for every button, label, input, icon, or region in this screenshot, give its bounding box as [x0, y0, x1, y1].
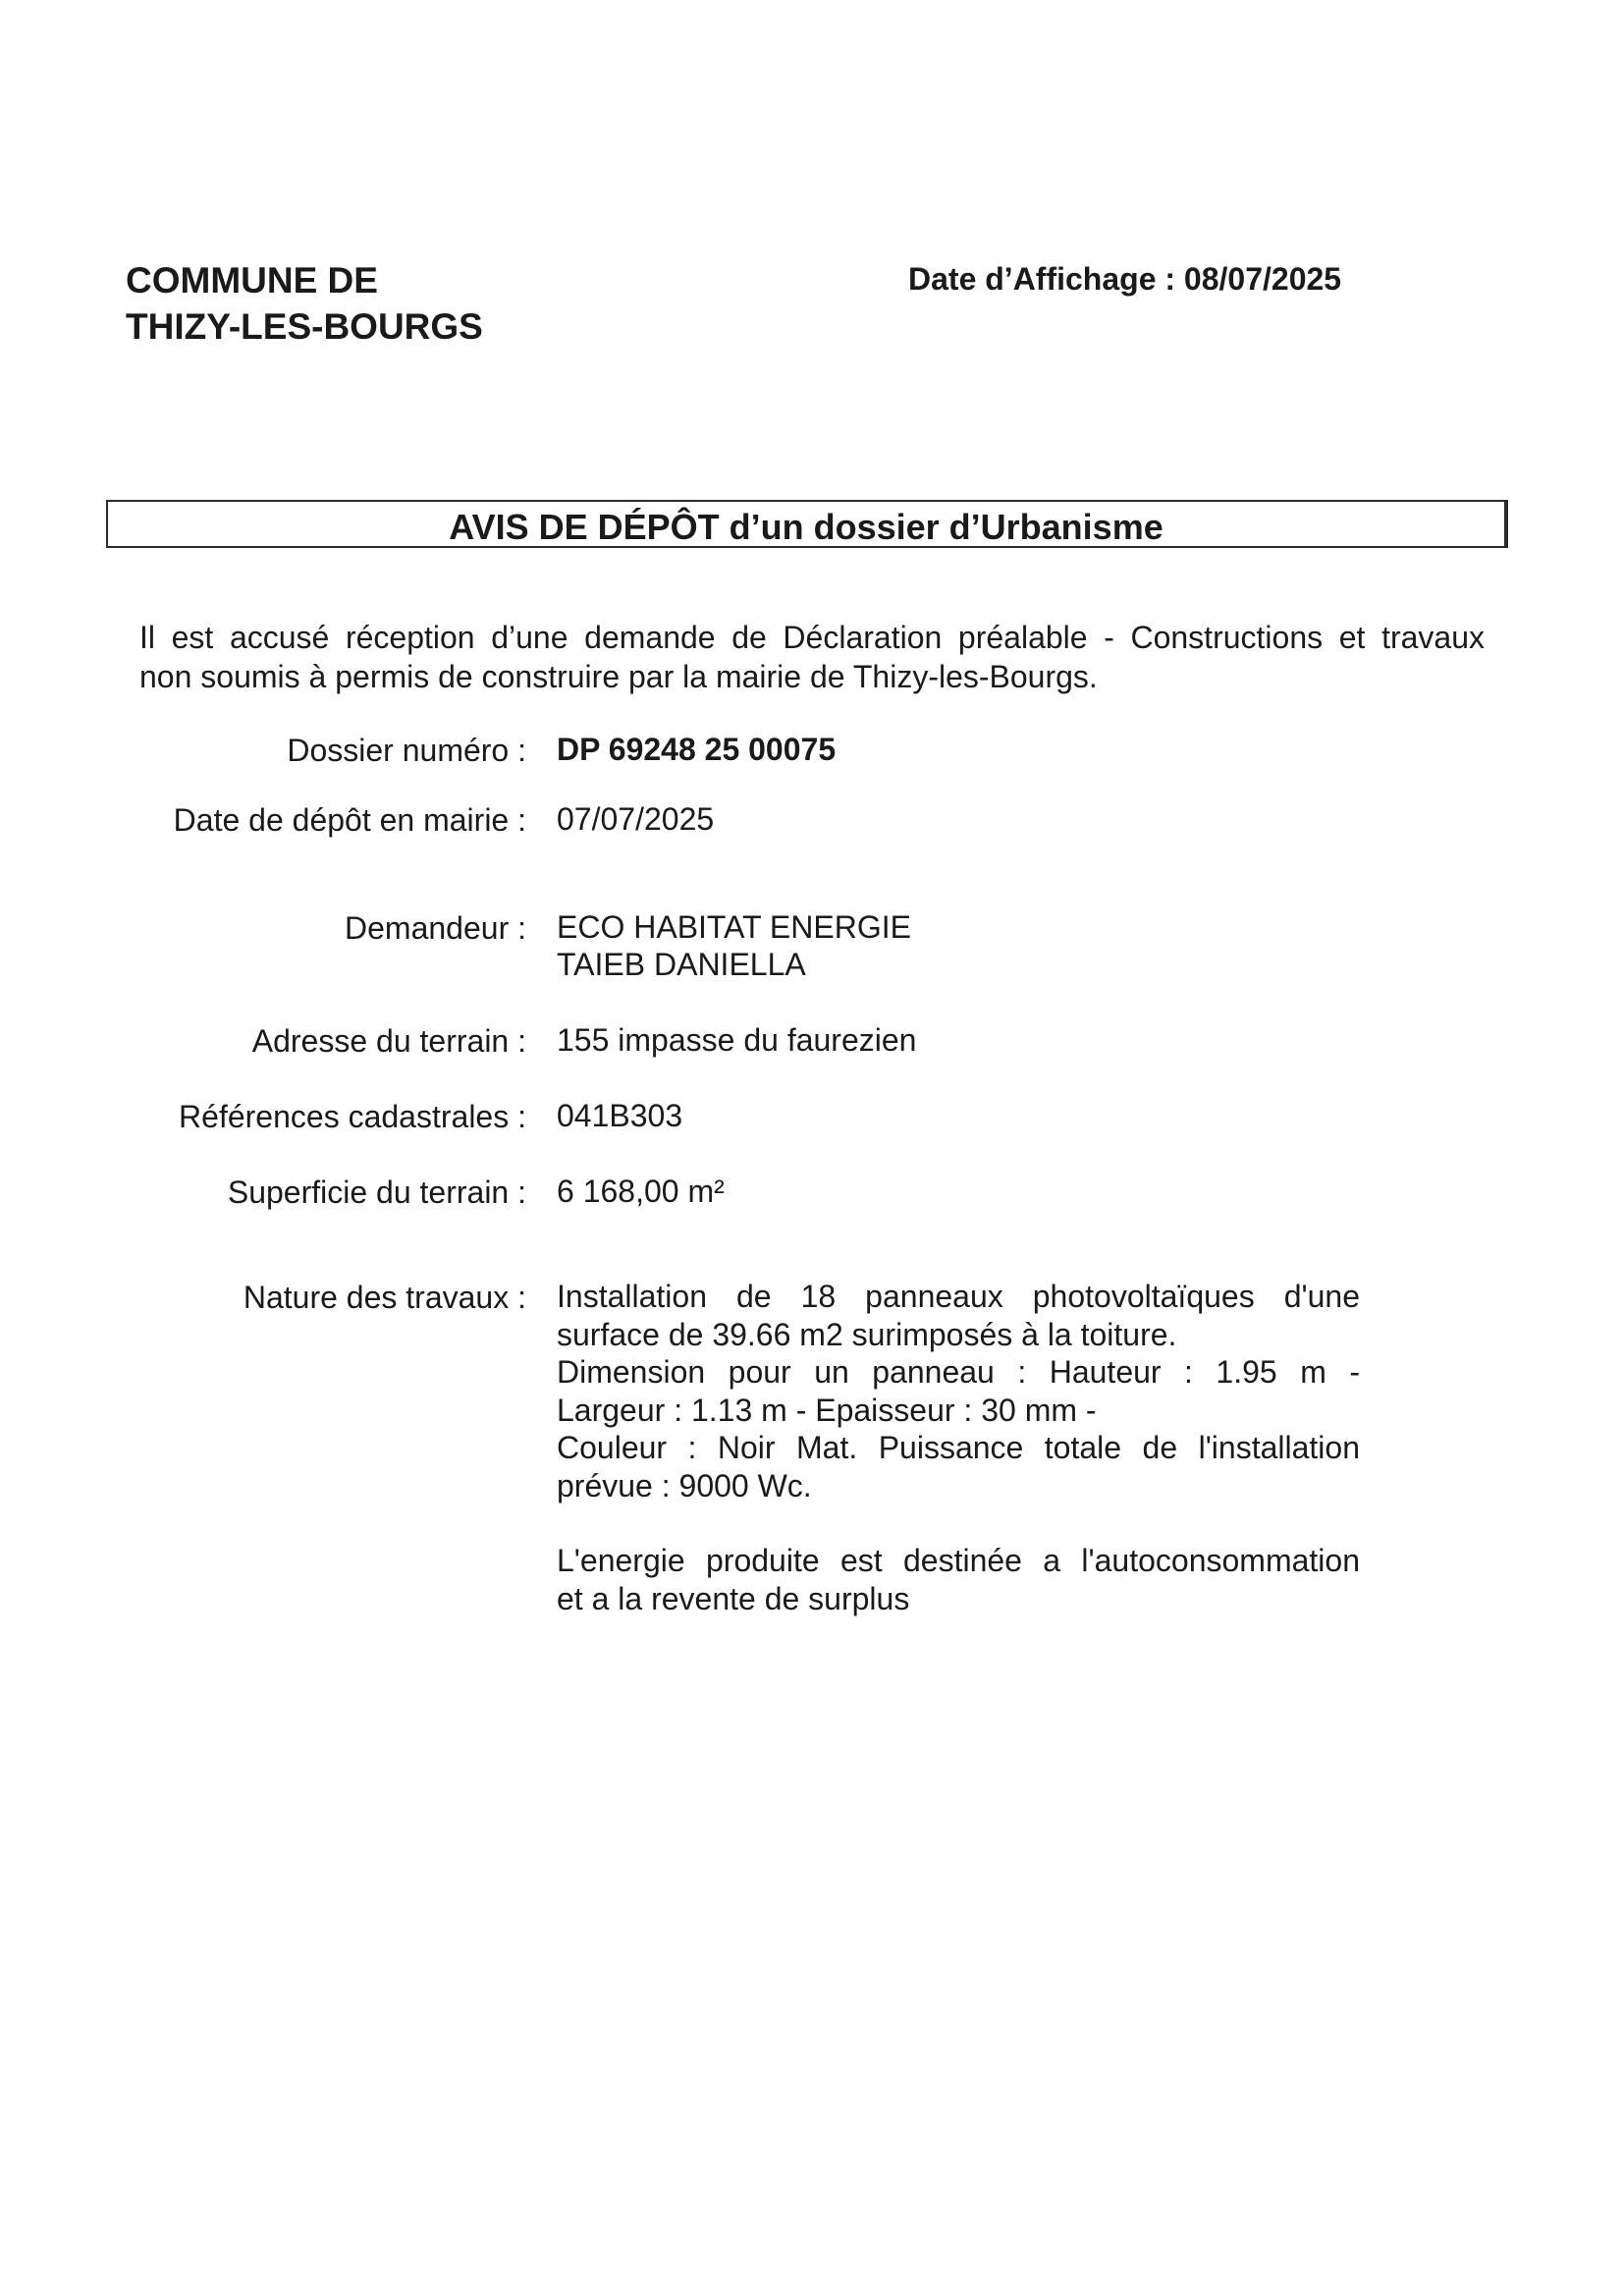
- date-depot-value: 07/07/2025: [557, 801, 715, 837]
- superficie-label: Superficie du terrain :: [227, 1175, 526, 1210]
- intro-paragraph: [139, 618, 1485, 696]
- nature-line: Installation de 18 panneaux photovoltaïques d'une: [557, 1279, 1360, 1314]
- references-label: Références cadastrales :: [179, 1099, 526, 1134]
- date-depot-label: Date de dépôt en mairie :: [173, 802, 526, 838]
- title-box: [106, 500, 1508, 548]
- demandeur-value-2: TAIEB DANIELLA: [557, 947, 806, 982]
- paragraph-gap: [557, 1504, 1360, 1542]
- intro-line-2: non soumis à permis de construire par la mairie de Thizy-les-Bourgs.: [139, 659, 1098, 694]
- nature-line: Couleur : Noir Mat. Puissance totale de l'installation: [557, 1430, 1360, 1465]
- nature-line: surface de 39.66 m2 surimposés à la toiture.: [557, 1316, 1177, 1352]
- intro-line-1: Il est accusé réception d’une demande de Déclaration préalable - Constructions et travaux: [139, 620, 1485, 655]
- nature-line: Largeur : 1.13 m - Epaisseur : 30 mm -: [557, 1392, 1097, 1428]
- nature-line: Dimension pour un panneau : Hauteur : 1.95 m -: [557, 1354, 1360, 1390]
- demandeur-value-1: ECO HABITAT ENERGIE: [557, 909, 911, 945]
- date-affichage: Date d’Affichage : 08/07/2025: [908, 261, 1342, 297]
- commune-name: [126, 257, 483, 350]
- references-value: 041B303: [557, 1098, 683, 1133]
- dossier-label: Dossier numéro :: [287, 733, 526, 768]
- commune-line-1: COMMUNE DE: [126, 260, 378, 301]
- nature-line: prévue : 9000 Wc.: [557, 1467, 812, 1503]
- demandeur-label: Demandeur :: [345, 910, 526, 946]
- adresse-label: Adresse du terrain :: [251, 1023, 526, 1059]
- commune-line-2: THIZY-LES-BOURGS: [126, 306, 483, 347]
- superficie-value: 6 168,00 m²: [557, 1174, 725, 1209]
- nature-line: L'energie produite est destinée a l'autoconsommation: [557, 1543, 1360, 1578]
- nature-value: [557, 1278, 1360, 1617]
- page-title: AVIS DE DÉPÔT d’un dossier d’Urbanisme: [449, 507, 1163, 547]
- nature-label: Nature des travaux :: [243, 1280, 526, 1315]
- dossier-value: DP 69248 25 00075: [557, 732, 837, 767]
- nature-line: et a la revente de surplus: [557, 1580, 910, 1616]
- adresse-value: 155 impasse du faurezien: [557, 1022, 917, 1058]
